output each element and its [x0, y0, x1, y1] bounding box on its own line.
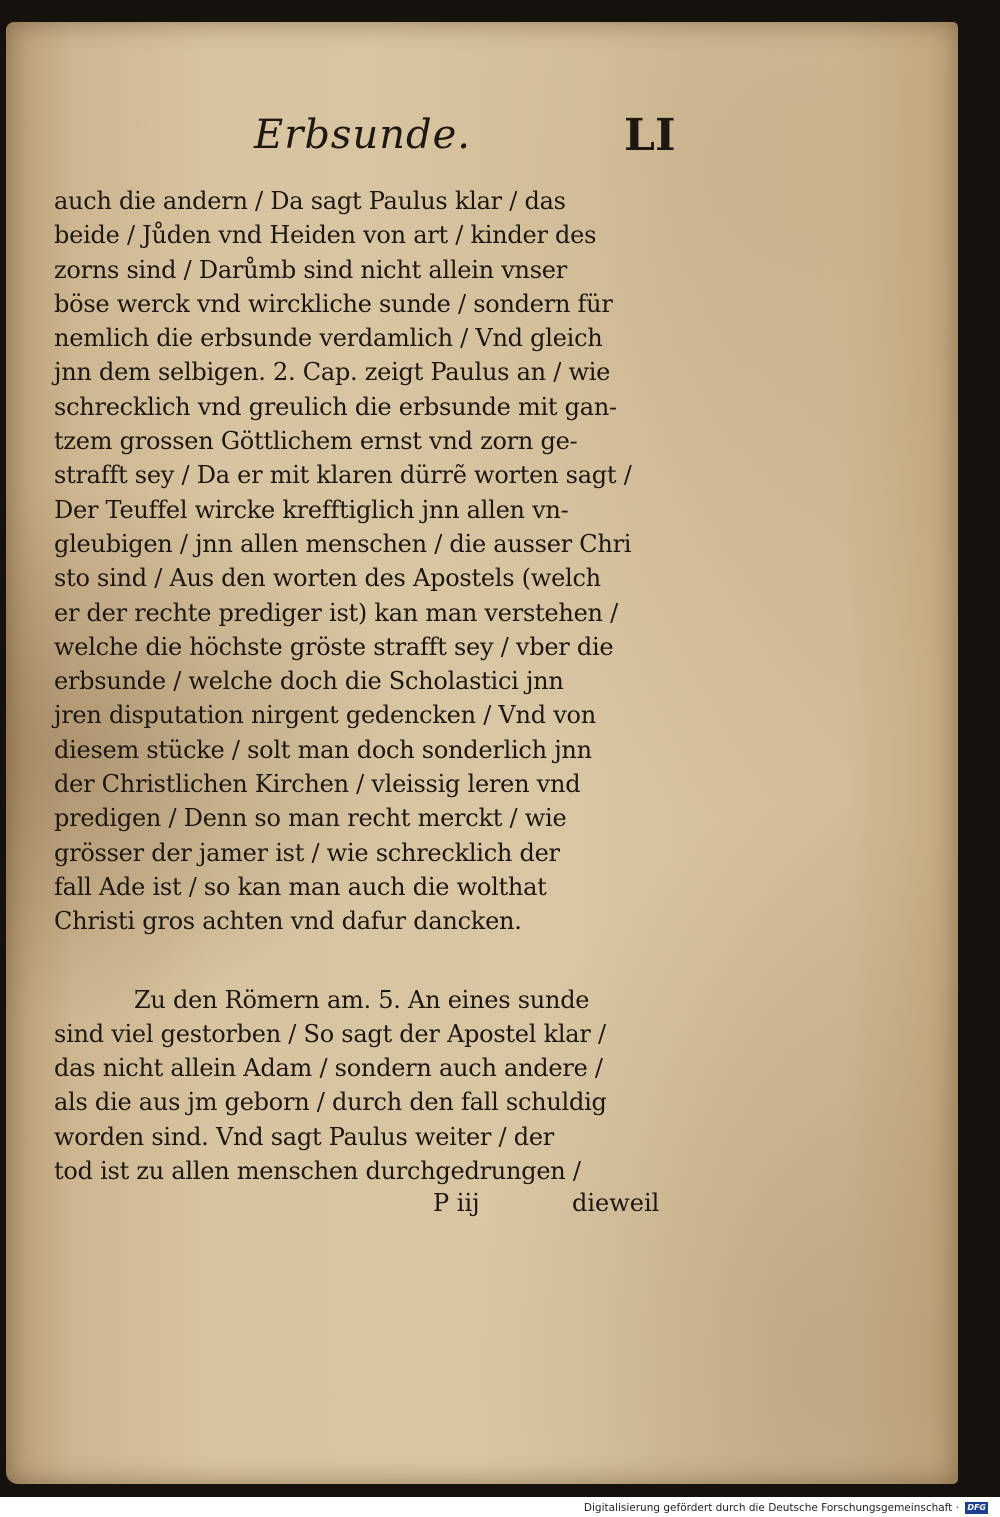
- text-line: das nicht allein Adam / sondern auch andere /: [54, 1054, 603, 1083]
- text-line: erbsunde / welche doch die Scholastici jnn: [54, 667, 564, 696]
- paragraph-gap: [54, 939, 694, 983]
- text-line: als die aus jm geborn / durch den fall schuldig: [54, 1088, 607, 1117]
- text-line: fall Ade ist / so kan man auch die wolthat: [54, 872, 547, 901]
- text-line: grösser der jamer ist / wie schrecklich der: [54, 838, 560, 867]
- text-line: diesem stücke / solt man doch sonderlich jnn: [54, 735, 592, 764]
- text-line: der Christlichen Kirchen / vleissig leren vnd: [54, 770, 581, 799]
- text-line: tod ist zu allen menschen durchgedrungen /: [54, 1157, 581, 1186]
- text-line: auch die andern / Da sagt Paulus klar / das: [54, 187, 566, 215]
- body-text: [54, 184, 694, 1188]
- text-line: zorns sind / Darůmb sind nicht allein vnser: [54, 255, 567, 284]
- text-line: nemlich die erbsunde verdamlich / Vnd gleich: [54, 324, 603, 353]
- text-line: sind viel gestorben / So sagt der Apostel klar /: [54, 1019, 606, 1048]
- text-line: strafft sey / Da er mit klaren dürrẽ worten sagt /: [54, 461, 632, 490]
- catchword: dieweil: [572, 1189, 660, 1217]
- text-line: tzem grossen Göttlichem ernst vnd zorn ge-: [54, 427, 578, 456]
- text-line: beide / Jůden vnd Heiden von art / kinder des: [54, 221, 597, 250]
- running-head: Erbsunde.: [254, 112, 471, 158]
- text-line: Christi gros achten vnd dafur dancken.: [54, 907, 522, 936]
- text-line: er der rechte prediger ist) kan man verstehen /: [54, 598, 618, 627]
- book-page: [6, 22, 958, 1484]
- page-footer: [6, 1186, 958, 1220]
- text-line: predigen / Denn so man recht merckt / wie: [54, 804, 567, 833]
- funding-credit: [584, 1500, 988, 1516]
- text-line: sto sind / Aus den worten des Apostels (welch: [54, 564, 601, 593]
- text-line: jnn dem selbigen. 2. Cap. zeigt Paulus an / wie: [54, 358, 611, 387]
- credit-text: Digitalisierung gefördert durch die Deutsche Forschungsgemeinschaft ·: [583, 1502, 959, 1514]
- text-line: Der Teuffel wircke krefftiglich jnn allen vn-: [54, 495, 569, 524]
- signature-mark: P iij: [433, 1189, 480, 1217]
- dfg-logo: DFG: [967, 1503, 986, 1512]
- text-line: schrecklich vnd greulich die erbsunde mit gan-: [54, 392, 617, 421]
- text-line: gleubigen / jnn allen menschen / die ausser Chri: [54, 529, 632, 558]
- text-line: Zu den Römern am. 5. An eines sunde: [134, 985, 590, 1014]
- text-line: worden sind. Vnd sagt Paulus weiter / der: [54, 1122, 555, 1151]
- text-line: böse werck vnd wirckliche sunde / sondern für: [54, 289, 613, 318]
- folio-number: LI: [624, 110, 676, 161]
- text-line: welche die höchste gröste strafft sey / vber die: [54, 632, 614, 661]
- text-line: jren disputation nirgent gedencken / Vnd von: [54, 701, 596, 730]
